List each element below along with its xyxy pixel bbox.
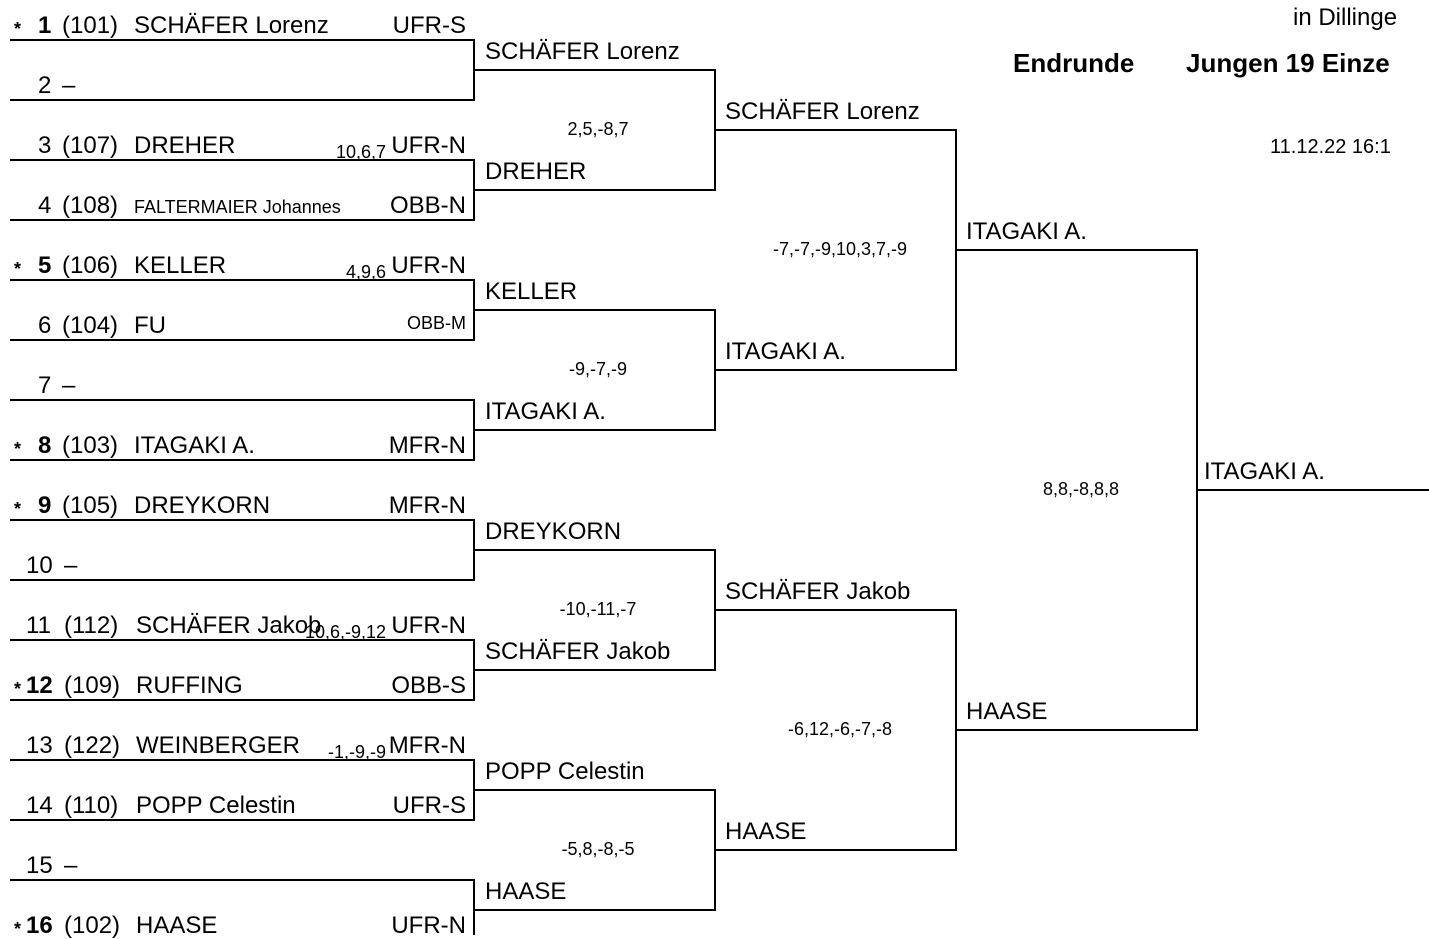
entry-club: UFR-S (392, 12, 466, 39)
round3-score: -6,12,-6,-7,-8 (787, 719, 893, 739)
round2-winner: HAASE (485, 878, 567, 905)
event-title: Jungen 19 Einze (1186, 48, 1390, 78)
round2-winner: ITAGAKI A. (485, 398, 606, 425)
entry-rank: (112) (64, 612, 119, 639)
entry-rank: (104) (62, 312, 119, 339)
entry-number: 16 (26, 912, 53, 939)
location-label: in Dillinge (1293, 4, 1398, 31)
entry-number: 12 (26, 672, 53, 699)
entry-number: 11 (26, 612, 51, 639)
entry-number: 15 (26, 852, 53, 879)
round2-score: 2,5,-8,7 (567, 119, 629, 139)
round-title: Endrunde (1013, 48, 1135, 78)
entry-number: 7 (38, 372, 52, 399)
seed-marker: * (14, 499, 22, 519)
entry-club: UFR-N (391, 252, 466, 279)
entry-name: WEINBERGER (136, 732, 301, 759)
round2-winner: POPP Celestin (485, 758, 645, 785)
entry-name: DREYKORN (134, 492, 271, 519)
entry-rank: (110) (64, 792, 119, 819)
entry-club: MFR-N (388, 432, 466, 459)
entry-number: 14 (26, 792, 53, 819)
match-score: 10,6,-9,12 (304, 622, 386, 642)
round2-winner: KELLER (485, 278, 578, 305)
match-score: 4,9,6 (345, 262, 386, 282)
entry-name: RUFFING (136, 672, 243, 699)
entry-rank: (109) (64, 672, 121, 699)
round2-winner: DREYKORN (485, 518, 622, 545)
match-score: 10,6,7 (335, 142, 386, 162)
round2-score: -9,-7,-9 (568, 359, 628, 379)
round3-winner: SCHÄFER Lorenz (725, 98, 920, 125)
round4-winner: ITAGAKI A. (966, 218, 1087, 245)
entry-rank: (106) (62, 252, 119, 279)
entry-number: 2 (38, 72, 52, 99)
entry-number: 10 (26, 552, 53, 579)
entry-number: 3 (38, 132, 52, 159)
entry-name: – (64, 552, 78, 579)
entry-club: UFR-N (391, 132, 466, 159)
entry-rank: (107) (62, 132, 119, 159)
round3-winner: ITAGAKI A. (725, 338, 846, 365)
entry-number: 4 (38, 192, 52, 219)
seed-marker: * (14, 679, 22, 699)
round2-winner: SCHÄFER Lorenz (485, 38, 680, 65)
round2-winner: SCHÄFER Jakob (485, 638, 671, 665)
entry-club: UFR-N (391, 912, 466, 939)
entry-name: FU (134, 312, 166, 339)
seed-marker: * (14, 919, 22, 939)
match-score: -1,-9,-9 (327, 742, 386, 762)
entry-number: 6 (38, 312, 52, 339)
entry-rank: (108) (62, 192, 119, 219)
seed-marker: * (14, 439, 22, 459)
seed-marker: * (14, 19, 22, 39)
entry-rank: (103) (62, 432, 119, 459)
entry-name: ITAGAKI A. (134, 432, 255, 459)
final-score: 8,8,-8,8,8 (1042, 479, 1120, 499)
entry-club: OBB-M (406, 313, 466, 333)
entry-name: SCHÄFER Lorenz (134, 12, 329, 39)
entry-number: 5 (38, 252, 52, 279)
round4-winner: HAASE (966, 698, 1048, 725)
entry-name: DREHER (134, 132, 236, 159)
entry-number: 1 (38, 12, 52, 39)
tournament-winner: ITAGAKI A. (1204, 458, 1325, 485)
entry-rank: (105) (62, 492, 119, 519)
entry-name: – (62, 72, 76, 99)
entry-name: HAASE (136, 912, 218, 939)
entry-number: 13 (26, 732, 53, 759)
entry-rank: (122) (64, 732, 121, 759)
entry-club: OBB-S (391, 672, 466, 699)
entry-club: UFR-S (392, 792, 466, 819)
round3-winner: SCHÄFER Jakob (725, 578, 911, 605)
entry-number: 9 (38, 492, 52, 519)
entry-name: – (62, 372, 76, 399)
entry-club: UFR-N (391, 612, 466, 639)
entry-name: SCHÄFER Jakob (136, 612, 322, 639)
round3-score: -7,-7,-9,10,3,7,-9 (772, 239, 908, 259)
round2-score: -5,8,-8,-5 (561, 839, 635, 859)
seed-marker: * (14, 259, 22, 279)
entry-rank: (102) (64, 912, 121, 939)
round3-winner: HAASE (725, 818, 807, 845)
entry-club: MFR-N (388, 492, 466, 519)
entry-name: FALTERMAIER Johannes (134, 197, 341, 217)
entry-club: MFR-N (388, 732, 466, 759)
datetime-label: 11.12.22 16:1 (1270, 136, 1391, 158)
entry-club: OBB-N (389, 192, 466, 219)
entry-name: POPP Celestin (136, 792, 296, 819)
round2-winner: DREHER (485, 158, 587, 185)
entry-number: 8 (38, 432, 52, 459)
round2-score: -10,-11,-7 (559, 599, 637, 619)
entry-name: KELLER (134, 252, 227, 279)
entry-name: – (64, 852, 78, 879)
entry-rank: (101) (62, 12, 119, 39)
